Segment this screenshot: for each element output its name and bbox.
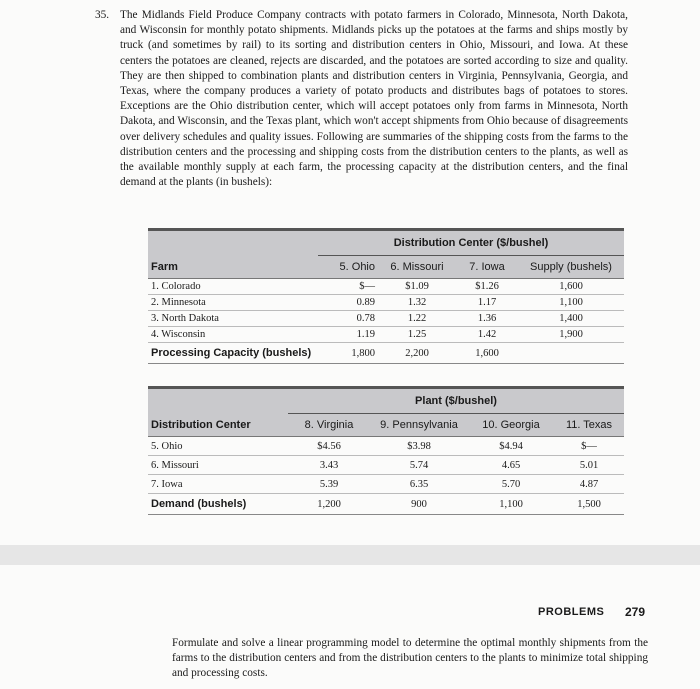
table-row: 4. Wisconsin 1.19 1.25 1.42 1,900 [148, 327, 624, 343]
table2-demand-label: Demand (bushels) [148, 494, 288, 515]
problem-text: The Midlands Field Produce Company contracts with potato farmers in Colorado, Minnesota, North Dakota, and Wisconsin for monthly potato shipments. Midlands picks up the potatoes at the farms and ships mostly by truck (and sometimes by rail) to its sorting and distribution centers in Ohio, Missouri, and Iowa. At these centers the potatoes are cleaned, rejects are discarded, and the potatoes are sorted according to size and quality. They are then shipped to combination plants and distribution centers in Virginia, Pennsylvania, Georgia, and Texas, where the company produces a variety of potato products and distributes bags of potatoes to stores. Exceptions are the Ohio distribution center, which will accept potatoes only from farms in Minnesota, North Dakota, and Wisconsin, and the Texas plant, which won't accept shipments from Ohio because of disagreements over delivery schedules and quality issues. Following are summaries of the shipping costs from the farms to the distribution centers and the processing and shipping costs from the distribution centers to the plants, as well as the available monthly supply at each farm, the processing capacity at the distribution centers, and the final demand at the plants (in bushels): [120, 9, 628, 189]
farm-distribution-table [148, 228, 624, 364]
table1-col-farm: Farm [148, 256, 318, 279]
section-label: PROBLEMS [538, 606, 605, 618]
table1-capacity-label: Processing Capacity (bushels) [148, 343, 318, 364]
table-row: Processing Capacity (bushels) 1,800 2,200 1,600 [148, 343, 624, 364]
table2-col-virginia: 8. Virginia [288, 414, 370, 437]
table2-col-pennsylvania: 9. Pennsylvania [370, 414, 468, 437]
page-gap [0, 545, 700, 565]
table-row: Demand (bushels) 1,200 900 1,100 1,500 [148, 494, 624, 515]
page-number: 279 [625, 605, 646, 619]
table1-col-iowa: 7. Iowa [456, 256, 518, 279]
table2-col-texas: 11. Texas [554, 414, 624, 437]
distribution-plant-table [148, 386, 624, 515]
table-row: 7. Iowa 5.39 6.35 5.70 4.87 [148, 475, 624, 494]
table1-group-header: Distribution Center ($/bushel) [318, 230, 624, 256]
problem-number: 35. [95, 9, 110, 21]
table-row: 1. Colorado $— $1.09 $1.26 1,600 [148, 279, 624, 295]
table2-col-center: Distribution Center [148, 414, 288, 437]
table-row: 6. Missouri 3.43 5.74 4.65 5.01 [148, 456, 624, 475]
table-row: 2. Minnesota 0.89 1.32 1.17 1,100 [148, 295, 624, 311]
table2-col-georgia: 10. Georgia [468, 414, 554, 437]
table1-col-ohio: 5. Ohio [318, 256, 378, 279]
table1-col-missouri: 6. Missouri [378, 256, 456, 279]
table1-col-supply: Supply (bushels) [518, 256, 624, 279]
table-row: 3. North Dakota 0.78 1.22 1.36 1,400 [148, 311, 624, 327]
table2-group-header: Plant ($/bushel) [288, 388, 624, 414]
formulate-text: Formulate and solve a linear programming model to determine the optimal monthly shipments from the farms to the distribution centers and from the distribution centers to the plants to minimize total shipping and processing costs. [172, 637, 648, 680]
table-row: 5. Ohio $4.56 $3.98 $4.94 $— [148, 437, 624, 456]
